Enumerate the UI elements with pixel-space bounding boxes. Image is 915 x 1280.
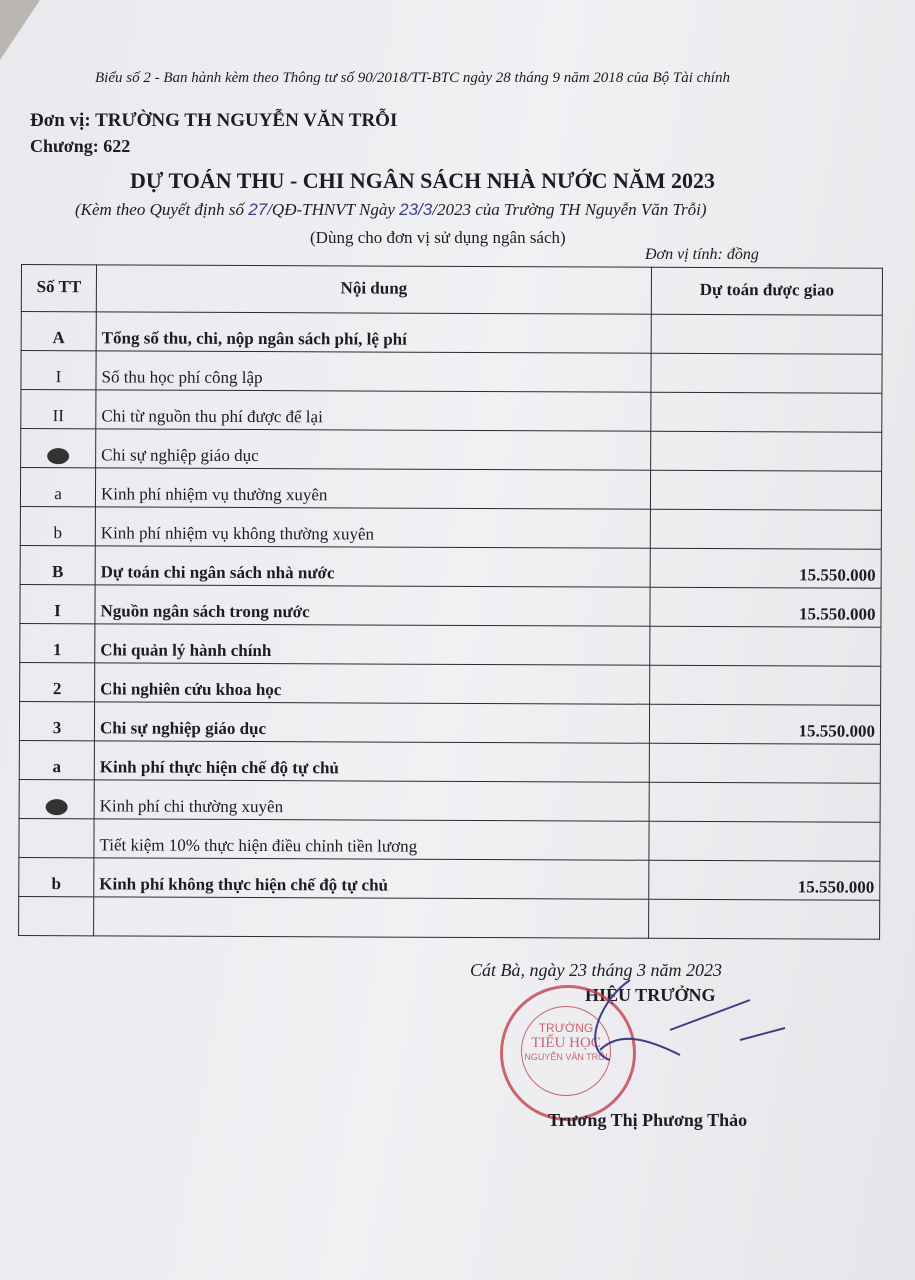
- table-row: [19, 896, 880, 939]
- table-row: [20, 623, 881, 666]
- row-value: [651, 431, 882, 471]
- table-row: [20, 545, 881, 588]
- row-content: Chi sự nghiệp giáo dục: [96, 429, 651, 470]
- unit-name: Đơn vị: TRƯỜNG TH NGUYỄN VĂN TRỖI: [30, 110, 398, 131]
- stt-text: II: [52, 406, 65, 426]
- row-content: Kinh phí không thực hiện chế độ tự chủ: [94, 858, 649, 899]
- row-content: [94, 897, 649, 938]
- column-header-content: Nội dung: [96, 265, 651, 314]
- stt-text: 3: [52, 718, 62, 738]
- row-content: Dự toán chi ngân sách nhà nước: [95, 546, 650, 587]
- row-stt: [19, 818, 94, 857]
- subtitle-text: /QĐ-THNVT Ngày: [267, 200, 400, 219]
- chapter: Chương: 622: [30, 136, 131, 156]
- row-stt: [21, 429, 96, 468]
- stt-text: a: [54, 484, 62, 504]
- subtitle-text: /2023 của Trường TH Nguyễn Văn Trỗi): [432, 200, 707, 219]
- row-stt: [20, 506, 95, 545]
- row-value: [650, 665, 881, 705]
- row-content: Chi quản lý hành chính: [95, 624, 650, 665]
- table-row: [19, 740, 880, 783]
- stt-text: B: [51, 562, 64, 582]
- row-content: Kinh phí chi thường xuyên: [94, 780, 649, 821]
- budget-table: [18, 264, 883, 940]
- document-subtitle: [75, 200, 707, 220]
- signature-scribble: [540, 960, 800, 1070]
- stt-text: I: [54, 601, 61, 621]
- row-value: [650, 470, 881, 510]
- stt-text: 1: [53, 640, 62, 660]
- row-value: 15.550.000: [649, 704, 880, 744]
- document-title: DỰ TOÁN THU - CHI NGÂN SÁCH NHÀ NƯỚC NĂM 2023: [130, 168, 716, 193]
- row-value: 15.550.000: [650, 587, 881, 627]
- official-stamp: TRƯỜNG TIỂU HỌC NGUYỄN VĂN TRỖI: [500, 985, 636, 1121]
- row-stt: [20, 545, 95, 584]
- row-content: Kinh phí nhiệm vụ thường xuyên: [95, 468, 650, 509]
- row-stt: [21, 390, 96, 429]
- row-value: [649, 743, 880, 783]
- row-stt: [19, 857, 94, 896]
- stt-text: b: [53, 523, 63, 543]
- row-value: [649, 899, 880, 939]
- table-row: [20, 468, 881, 511]
- stt-text: 2: [52, 679, 62, 699]
- punch-hole: [46, 799, 68, 815]
- row-stt: [19, 701, 94, 740]
- row-stt: [20, 468, 95, 507]
- row-value: [651, 314, 882, 354]
- row-content: Kinh phí nhiệm vụ không thường xuyên: [95, 507, 650, 548]
- usage-note: (Dùng cho đơn vị sử dụng ngân sách): [310, 228, 566, 247]
- page-fold: [0, 0, 40, 60]
- handwritten-decision-no: 27: [248, 200, 268, 219]
- row-value: 15.550.000: [649, 860, 880, 900]
- row-stt: [19, 740, 94, 779]
- row-value: [650, 509, 881, 549]
- table-row: [21, 351, 882, 394]
- subtitle-text: (Kèm theo Quyết định số: [75, 200, 249, 219]
- table-row: [20, 506, 881, 549]
- row-value: [650, 626, 881, 666]
- table-row: [21, 312, 882, 355]
- row-stt: [21, 351, 96, 390]
- table-row: [20, 662, 881, 705]
- table-row: [21, 429, 882, 472]
- row-value: [651, 392, 882, 432]
- row-value: [649, 782, 880, 822]
- column-header-stt: Số TT: [21, 265, 96, 312]
- row-content: Nguồn ngân sách trong nước: [95, 585, 650, 626]
- punch-hole: [47, 448, 69, 464]
- row-content: Chi nghiên cứu khoa học: [95, 663, 650, 704]
- row-content: Kinh phí thực hiện chế độ tự chủ: [94, 741, 649, 782]
- stt-text: A: [52, 328, 65, 348]
- row-stt: [20, 623, 95, 662]
- row-content: Chi từ nguồn thu phí được để lại: [96, 390, 651, 431]
- handwritten-decision-date: 23/3: [399, 200, 433, 219]
- row-content: Tiết kiệm 10% thực hiện điều chỉnh tiền lương: [94, 819, 649, 860]
- table-row: [19, 779, 880, 822]
- row-stt: [19, 896, 94, 935]
- row-value: 15.550.000: [650, 548, 881, 588]
- row-value: [649, 821, 880, 861]
- stt-text: I: [55, 367, 62, 387]
- row-stt: [21, 312, 96, 351]
- stt-text: b: [51, 874, 62, 894]
- legal-note: Biểu số 2 - Ban hành kèm theo Thông tư số 90/2018/TT-BTC ngày 28 tháng 9 năm 2018 của Bộ Tài chính: [95, 70, 730, 86]
- row-content: Tổng số thu, chi, nộp ngân sách phí, lệ phí: [96, 312, 651, 353]
- row-stt: [20, 662, 95, 701]
- signer-name: Trương Thị Phương Thảo: [548, 1110, 748, 1130]
- table-row: [19, 818, 880, 861]
- row-content: Chi sự nghiệp giáo dục: [94, 702, 649, 743]
- table-row: [21, 390, 882, 433]
- place-date: Cát Bà, ngày 23 tháng 3 năm 2023: [470, 960, 722, 980]
- row-stt: [19, 779, 94, 818]
- row-value: [651, 353, 882, 393]
- signer-role: HIỆU TRƯỞNG: [585, 985, 716, 1005]
- stt-text: a: [52, 757, 62, 777]
- row-stt: [20, 584, 95, 623]
- currency-unit: Đơn vị tính: đồng: [645, 246, 759, 263]
- table-header: [21, 265, 882, 316]
- table-row: [20, 584, 881, 627]
- row-content: Số thu học phí công lập: [96, 351, 651, 392]
- table-row: [19, 701, 880, 744]
- table-row: [19, 857, 880, 900]
- column-header-value: Dự toán được giao: [651, 267, 882, 315]
